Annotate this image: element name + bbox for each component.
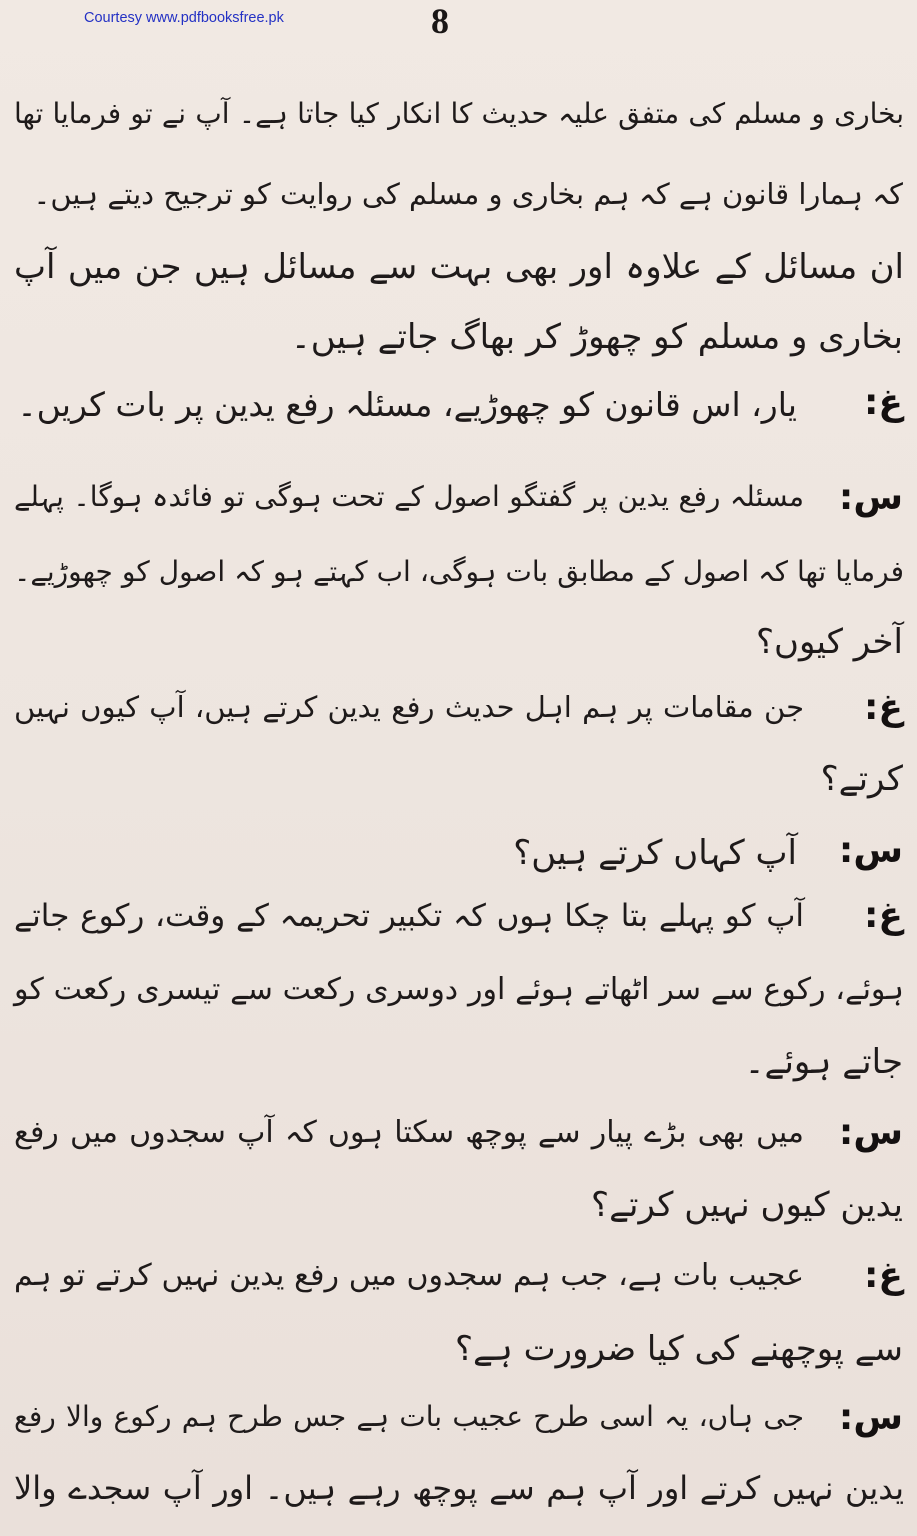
speaker-label: س: — [838, 477, 903, 518]
dialogue-line: جن مقامات پر ہم اہل حدیث رفع یدین کرتے ہیں، آپ کیوں نہیں — [14, 690, 804, 724]
dialogue-line: سے پوچھنے کی کیا ضرورت ہے؟ — [454, 1329, 903, 1369]
dialogue-line: آپ کو پہلے بتا چکا ہوں کہ تکبیر تحریمہ کے وقت، رکوع جاتے — [14, 898, 804, 934]
speaker-label: س: — [838, 1397, 903, 1438]
dialogue-line: میں بھی بڑے پیار سے پوچھ سکتا ہوں کہ آپ سجدوں میں رفع — [14, 1115, 804, 1150]
speaker-label: غ: — [864, 1255, 903, 1296]
dialogue-line: مسئلہ رفع یدین پر گفتگو اصول کے تحت ہوگی تو فائدہ ہوگا۔ پہلے — [14, 480, 804, 513]
dialogue-line: ہوئے، رکوع سے سر اٹھاتے ہوئے اور دوسری رکعت سے تیسری رکعت کو — [14, 972, 904, 1007]
text-line: ان مسائل کے علاوہ اور بھی بہت سے مسائل ہیں جن میں آپ — [14, 247, 904, 287]
courtesy-watermark: Courtesy www.pdfbooksfree.pk — [84, 10, 284, 26]
dialogue-line: یار، اس قانون کو چھوڑیے، مسئلہ رفع یدین پر بات کریں۔ — [17, 385, 797, 424]
text-line: بخاری و مسلم کو چھوڑ کر بھاگ جاتے ہیں۔ — [290, 317, 903, 357]
text-line: کہ ہمارا قانون ہے کہ ہم بخاری و مسلم کی روایت کو ترجیح دیتے ہیں۔ — [33, 177, 903, 211]
speaker-label: س: — [838, 1112, 903, 1153]
dialogue-line: عجیب بات ہے، جب ہم سجدوں میں رفع یدین نہیں کرتے تو ہم — [14, 1258, 804, 1293]
dialogue-line: جی ہاں، یہ اسی طرح عجیب بات ہے جس طرح ہم رکوع والا رفع — [14, 1400, 804, 1433]
dialogue-line: کرتے؟ — [820, 759, 903, 799]
dialogue-line: جاتے ہوئے۔ — [744, 1042, 903, 1082]
dialogue-line: یدین کیوں نہیں کرتے؟ — [591, 1185, 903, 1225]
text-line: بخاری و مسلم کی متفق علیہ حدیث کا انکار کیا جاتا ہے۔ آپ نے تو فرمایا تھا — [14, 97, 904, 130]
speaker-label: س: — [838, 830, 903, 871]
dialogue-line: فرمایا تھا کہ اصول کے مطابق بات ہوگی، اب کہتے ہو کہ اصول کو چھوڑیے۔ — [14, 555, 904, 588]
dialogue-line: آپ کہاں کرتے ہیں؟ — [513, 833, 797, 873]
page-number: 8 — [431, 1, 449, 41]
dialogue-line: آخر کیوں؟ — [755, 622, 903, 662]
speaker-label: غ: — [864, 382, 903, 423]
speaker-label: غ: — [864, 687, 903, 728]
speaker-label: غ: — [864, 895, 903, 936]
dialogue-line: یدین نہیں کرتے اور آپ ہم سے پوچھ رہے ہیں۔ اور آپ سجدے والا — [14, 1469, 904, 1507]
